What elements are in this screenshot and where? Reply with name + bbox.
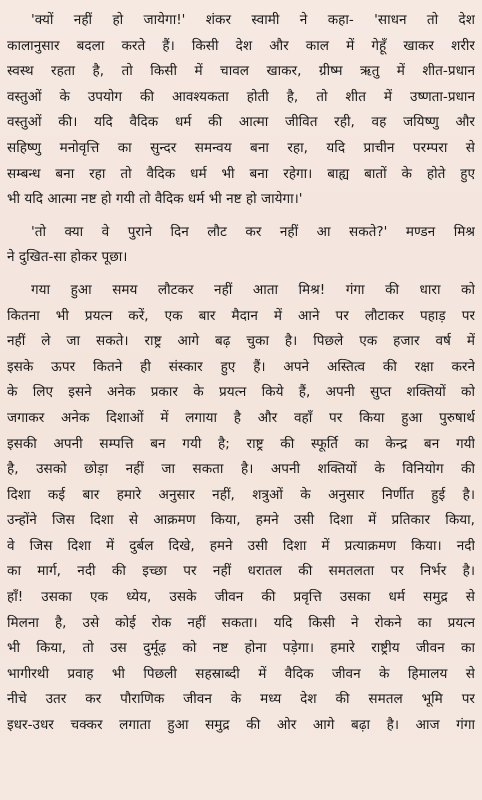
text-line: उन्होंने जिस दिशा से आक्रमण किया, हमने उसी दिशा में प्रतिकार किया, bbox=[7, 512, 475, 529]
text-line: इधर-उधर चक्कर लगाता हुआ समुद्र की ओर आगे बढ़ा है। आज गंगा bbox=[7, 717, 475, 734]
paragraph-gap bbox=[7, 271, 475, 278]
text-line: है, उसको छोड़ा नहीं जा सकता है। अपनी शक्तियों के विनियोग की bbox=[7, 461, 475, 478]
text-line: इसके ऊपर कितने ही संस्कार हुए हैं। अपने अस्तित्व की रक्षा करने bbox=[7, 358, 475, 375]
text-line: नहीं ले जा सकते। राष्ट्र आगे बढ़ चुका है। पिछले एक हजार वर्ष में bbox=[7, 333, 475, 350]
text-line: नीचे उतर कर पौराणिक जीवन के मध्य देश की समतल भूमि पर bbox=[7, 691, 475, 708]
text-line: वे जिस दिशा में दुर्बल दिखे, हमने उसी दिशा में प्रत्याक्रमण किया। नदी bbox=[7, 537, 475, 554]
text-line: के लिए इसने अनेक प्रकार के प्रयत्न किये हैं, अपनी सुप्त शक्तियों को bbox=[7, 384, 475, 401]
text-line: जगाकर अनेक दिशाओं में लगाया है और वहाँ पर किया हुआ पुरुषार्थ bbox=[7, 409, 475, 426]
text-line: वस्तुओं के उपयोग की आवश्यकता होती है, तो शीत में उष्णता-प्रधान bbox=[7, 88, 475, 105]
text-line: गया हुआ समय लौटकर नहीं आता मिश्र! गंगा की धारा को bbox=[31, 281, 475, 298]
text-line: कितना भी प्रयत्न करें, एक बार मैदान में आने पर लौटाकर पहाड़ पर bbox=[7, 307, 475, 324]
text-line: 'तो क्या वे पुराने दिन लौट कर नहीं आ सकते?' मण्डन मिश्र bbox=[31, 223, 475, 240]
paragraph-shankar-reply bbox=[7, 8, 475, 213]
text-line: भी यदि आत्मा नष्ट हो गयी तो वैदिक धर्म भी नष्ट हो जायेगा।' bbox=[7, 191, 303, 208]
text-line: वस्तुओं की। यदि वैदिक धर्म की आत्मा जीवित रही, वह जयिष्णु और bbox=[7, 114, 475, 131]
paragraph-ganga-answer bbox=[7, 278, 475, 739]
text-line: सहिष्णु मनोवृत्ति का सुन्दर समन्वय बना रहा, यदि प्राचीन परम्परा से bbox=[7, 139, 475, 156]
text-line: इसकी अपनी सम्पत्ति बन गयी है; राष्ट्र की स्फूर्ति का केन्द्र बन गयी bbox=[7, 435, 475, 452]
text-line: स्वस्थ रहता है, तो किसी में चावल खाकर, ग्रीष्म ऋतु में शीत-प्रधान bbox=[7, 63, 475, 80]
text-line: भी किया, तो उस दुर्मूढ़ को नष्ट होना पड़ेगा। हमारे राष्ट्रीय जीवन का bbox=[7, 640, 475, 657]
text-line: 'क्यों नहीं हो जायेगा!' शंकर स्वामी ने कहा- 'साधन तो देश bbox=[31, 12, 475, 28]
text-line: का मार्ग, नदी की इच्छा पर नहीं धरातल की समतलता पर निर्भर है। bbox=[7, 563, 475, 580]
text-line: कालानुसार बदला करते हैं। किसी देश और काल में गेहूँ खाकर शरीर bbox=[7, 37, 475, 54]
text-line: हाँ! उसका एक ध्येय, उसके जीवन की प्रवृत्ति उसका धर्म समुद्र से bbox=[7, 589, 475, 606]
text-line: सम्बन्ध बना रहा तो वैदिक धर्म भी बना रहेगा। बाह्य बातों के होते हुए bbox=[7, 165, 475, 182]
paragraph-gap bbox=[7, 213, 475, 220]
text-line: दिशा कई बार हमारे अनुसार नहीं, शत्रुओं के अनुसार निर्णीत हुई है। bbox=[7, 486, 475, 503]
text-line: ने दुखित-सा होकर पूछा। bbox=[7, 249, 128, 266]
text-line: भागीरथी प्रवाह भी पिछली सहस्राब्दी में वैदिक जीवन के हिमालय से bbox=[7, 665, 475, 682]
paragraph-mandan-question bbox=[7, 220, 475, 271]
text-line: मिलना है, उसे कोई रोक नहीं सकता। यदि किसी ने रोकने का प्रयत्न bbox=[7, 614, 475, 631]
